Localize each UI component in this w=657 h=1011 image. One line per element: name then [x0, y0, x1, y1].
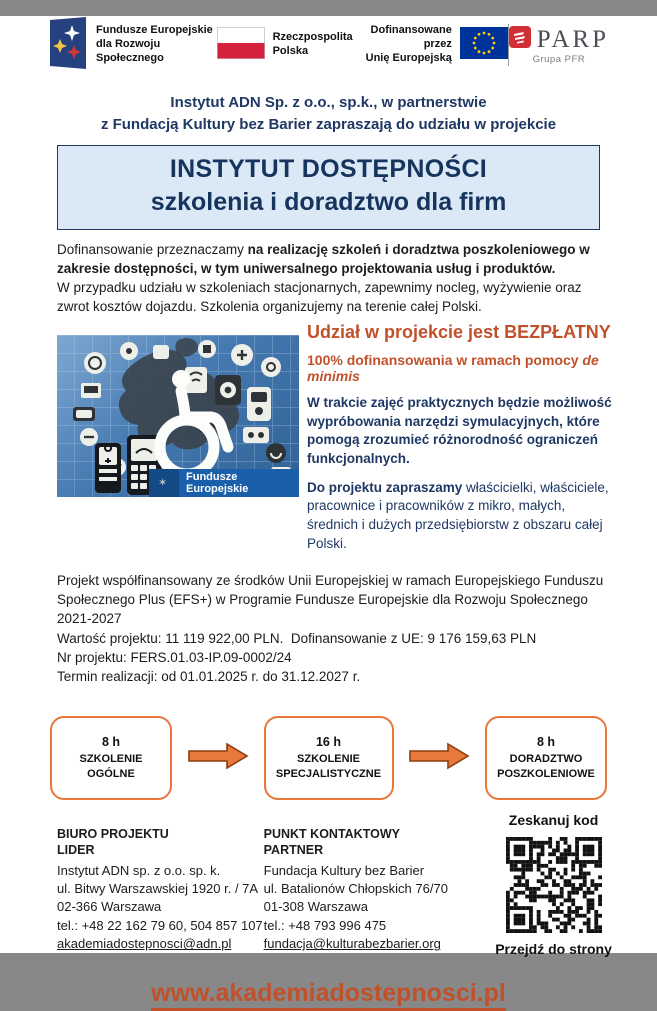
flyer-page	[0, 16, 657, 1008]
partner-email-link[interactable]: fundacja@kulturabezbarier.org	[263, 936, 441, 952]
step-specialist-training: 16 h SZKOLENIE SPECJALISTYCZNE	[264, 716, 394, 800]
cofinancing-line: Projekt współfinansowany ze środków Unii Europejskiej w ramach Europejskiego Funduszu Społecznego Plus (EFS+) w Programie Fundusze Europejskie dla Rozwoju Społecznego 2021-2027	[57, 573, 604, 627]
eu-flag-icon	[460, 27, 508, 64]
intro-paragraph	[57, 240, 605, 317]
parp-subtitle: Grupa PFR	[532, 53, 586, 65]
qr-scan-label: Zeskanuj kod	[508, 812, 599, 829]
funding-subheading: 100% dofinansowania w ramach pomocy de minimis	[307, 352, 599, 385]
office-email-link[interactable]: akademiadostepnosci@adn.pl	[57, 936, 232, 952]
project-number-line: Nr projektu: FERS.01.03-IP.09-0002/24	[57, 649, 292, 665]
contact-point-partner: PUNKT KONTAKTOWY PARTNER Fundacja Kultury bez Barier ul. Batalionów Chłopskich 76/70 01-308 Warszawa tel.: +48 793 996 475 fundacja@kulturabezbarier.org	[263, 827, 448, 952]
image-fe-banner-text: Fundusze Europejskie	[186, 471, 249, 496]
invite-header	[0, 92, 657, 136]
poland-flag-icon	[217, 27, 265, 64]
project-title-box	[57, 145, 600, 230]
logo-bar	[48, 16, 609, 74]
project-info	[57, 571, 610, 686]
step-general-training: 8 h SZKOLENIE OGÓLNE	[50, 716, 172, 800]
promo-column	[299, 322, 619, 553]
project-title: INSTYTUT DOSTĘPNOŚCI	[169, 154, 488, 183]
intro-normal1: Dofinansowanie przeznaczamy	[57, 241, 248, 257]
arrow-right-icon	[408, 742, 470, 775]
image-fe-banner-flag-icon	[149, 469, 179, 497]
de-minimis: de minimis	[307, 352, 599, 385]
poland-logo	[217, 27, 353, 64]
project-value-line: Wartość projektu: 11 119 922,00 PLN. Dofinansowanie z UE: 9 176 159,63 PLN	[57, 630, 537, 646]
invite-line1: Instytut ADN Sp. z o.o., sp.k., w partnerstwie	[170, 94, 487, 111]
arrow-right-icon	[187, 742, 249, 775]
project-office-contact: BIURO PROJEKTU LIDER Instytut ADN sp. z o.o. sp. k. ul. Bitwy Warszawskiej 1920 r. / 7A 02-366 Warszawa tel.: +48 22 162 79 60, 504 857 107 akademiadostepnosci@adn.pl	[57, 827, 263, 952]
qr-code	[506, 837, 602, 933]
training-process-flow	[50, 716, 607, 800]
parp-name: PARP	[536, 25, 609, 53]
accessibility-image	[57, 335, 299, 497]
poland-logo-text: Rzeczpospolita Polska	[272, 31, 353, 57]
fe-logo	[48, 17, 217, 74]
parp-logo	[509, 26, 609, 65]
contacts-section	[57, 812, 627, 958]
project-dates-line: Termin realizacji: od 01.01.2025 r. do 31.12.2027 r.	[57, 668, 361, 684]
qr-column	[480, 812, 627, 957]
intro-normal2: W przypadku udziału w szkoleniach stacjonarnych, zapewnimy nocleg, wyżywienie oraz zwrot kosztów dojazdu. Szkolenia organizujemy na terenie całej Polski.	[57, 279, 582, 314]
free-participation-heading: Udział w projekcie jest BEZPŁATNY	[307, 322, 611, 343]
parp-logo-icon	[509, 26, 531, 53]
middle-section	[57, 322, 619, 553]
project-subtitle: szkolenia i doradztwo dla firm	[150, 187, 507, 216]
website-link[interactable]: www.akademiadostepnosci.pl	[151, 979, 506, 1011]
invite-line2: z Fundacją Kultury bez Barier zapraszają do udziału w projekcie	[100, 115, 557, 133]
image-fe-banner	[149, 469, 299, 497]
footer	[0, 979, 657, 1008]
eu-logo	[353, 24, 508, 65]
fe-flag-icon	[48, 17, 88, 74]
qr-goto-label: Przejdź do strony	[495, 941, 612, 958]
invitation-paragraph: Do projektu zapraszamy właścicielki, właściciele, pracownice i pracowników z mikro, małych, średnich i dużych przedsiębiorstw z obszaru całej Polski.	[307, 479, 609, 551]
step-post-training-advisory: 8 h DORADZTWO POSZKOLENIOWE	[485, 716, 607, 800]
eu-logo-text: Dofinansowane przez Unię Europejską	[365, 24, 452, 64]
intro-bold: na realizację szkoleń i doradztwa poszkoleniowego w zakresie dostępności, w tym uniwersalnego projektowania usług i produktów.	[57, 241, 590, 276]
fe-logo-text: Fundusze Europejskie dla Rozwoju Społecznego	[96, 24, 213, 64]
practical-classes-paragraph: W trakcie zajęć praktycznych będzie możliwość wypróbowania narzędzi symulacyjnych, które pomogą zrozumieć różnorodność ograniczeń funkcjonalnych.	[307, 395, 612, 466]
